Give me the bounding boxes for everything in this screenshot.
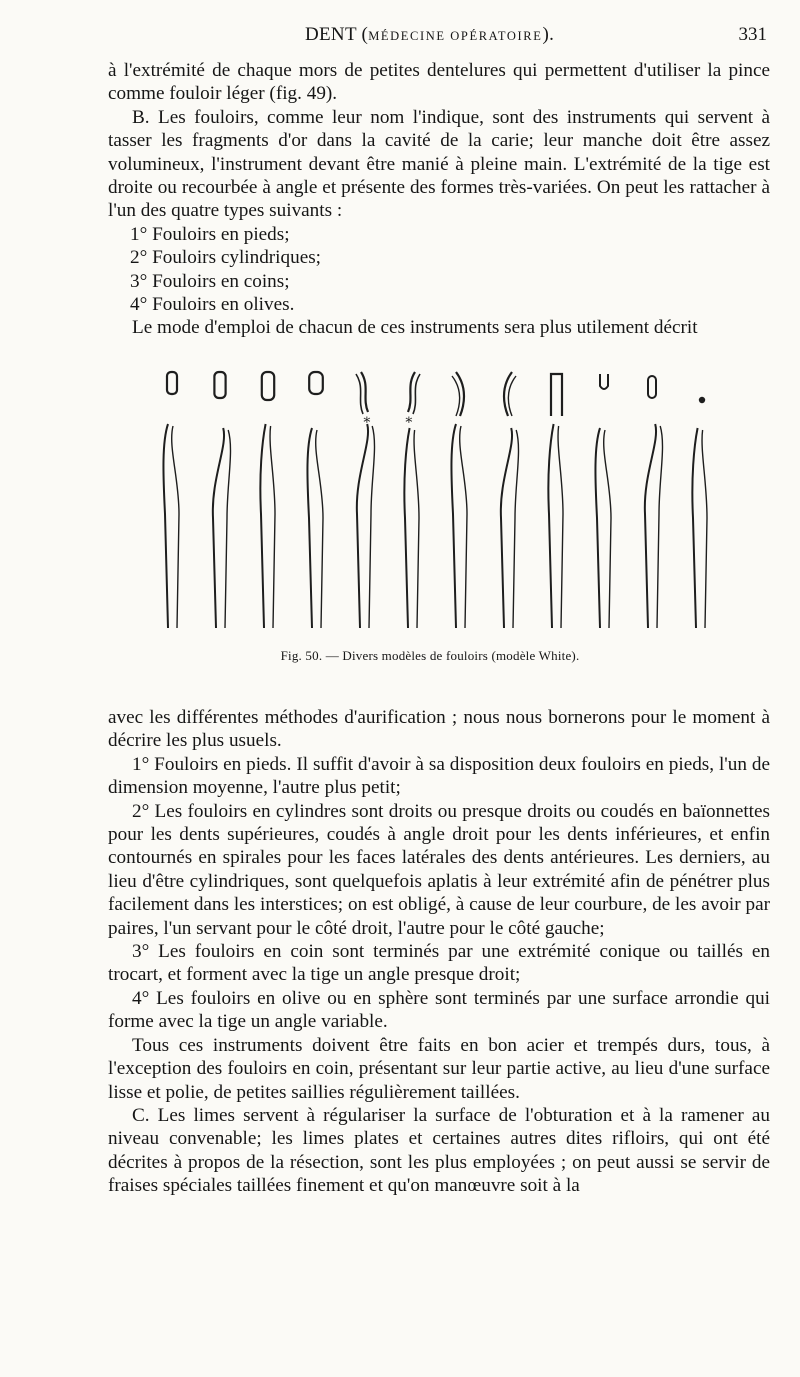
figure-fouloirs	[120, 358, 740, 640]
fouloir-instrument	[307, 372, 323, 628]
fouloir-instrument	[501, 372, 519, 628]
list-item: 1° Fouloirs en pieds;	[130, 223, 290, 245]
list-item: 3° Fouloirs en coins;	[130, 270, 290, 292]
running-title-main: DENT (	[305, 24, 369, 45]
fouloir-instrument	[595, 374, 611, 628]
fouloir-instrument	[260, 372, 275, 628]
figure-caption-text: Fig. 50. — Divers modèles de fouloirs (modèle White).	[280, 648, 580, 663]
fouloir-instrument	[548, 374, 563, 628]
page-number: 331	[738, 24, 767, 45]
paragraph: avec les différentes méthodes d'aurification ; nous nous bornerons pour le moment à décrire les plus usuels.	[108, 707, 770, 752]
paragraph: C. Les limes servent à régulariser la surface de l'obturation et à la ramener au niveau convenable; les limes plates et certaines autres dites rifloirs, qui ont été décrites à propos de la résection, sont les plus employées ; on peut aussi se servir de fraises spéciales taillées finement et qu'on manœuvre soit à la	[108, 1104, 770, 1197]
figure-caption	[0, 648, 800, 664]
paragraph: 4° Les fouloirs en olive ou en sphère sont terminés par une surface arrondie qui forme avec la tige un angle variable.	[108, 987, 770, 1033]
svg-text:∗: ∗	[362, 412, 372, 428]
running-title	[305, 24, 554, 46]
list-item: 4° Fouloirs en olives.	[130, 294, 295, 316]
running-title-end: ).	[542, 24, 555, 45]
text-block-top	[108, 59, 770, 340]
instrument-illustration	[120, 358, 740, 640]
fouloir-instrument	[645, 376, 663, 628]
paragraph: 2° Les fouloirs en cylindres sont droits ou presque droits ou coudés en baïonnettes pour les dents supérieures, coudés à angle droit pour les dents inférieures, et enfin contournés en spirales pour les faces latérales des dents antérieures. Les derniers, au lieu d'être cylindriques, sont quelquefois aplatis à leur extrémité afin de pénétrer plus facilement dans les interstices; on est obligé, à cause de leur courbure, de les avoir par paires, l'un servant pour le côté droit, l'autre pour le côté gauche;	[108, 800, 770, 939]
running-header	[0, 24, 800, 50]
fouloir-instrument	[213, 372, 231, 628]
paragraph: B. Les fouloirs, comme leur nom l'indique, sont des instruments qui servent à tasser les fragments d'or dans la cavité de la carie; leur manche doit être assez volumineux, l'instrument devant être manié à pleine main. L'extrémité de la tige est droite ou recourbée à angle et présente des formes très-variées. On peut les rattacher à l'un des quatre types suivants :	[108, 106, 770, 222]
fouloir-instrument	[404, 372, 420, 628]
paragraph: Tous ces instruments doivent être faits en bon acier et trempés durs, tous, à l'exception des fouloirs en coin, présentant sur leur partie active, au lieu d'une surface lisse et polie, de petites saillies régulièrement taillées.	[108, 1034, 770, 1103]
svg-text:∗: ∗	[404, 412, 414, 428]
fouloir-instrument	[692, 397, 707, 628]
paragraph: Le mode d'emploi de chacun de ces instruments sera plus utilement décrit	[132, 317, 698, 339]
fouloir-instrument	[451, 372, 467, 628]
text-block-bottom	[108, 706, 770, 1198]
list-item: 2° Fouloirs cylindriques;	[130, 247, 322, 269]
paragraph: 1° Fouloirs en pieds. Il suffit d'avoir à sa disposition deux fouloirs en pieds, l'un de dimension moyenne, l'autre plus petit;	[108, 753, 770, 799]
paragraph: à l'extrémité de chaque mors de petites dentelures qui permettent d'utiliser la pince comme fouloir léger (fig. 49).	[108, 60, 770, 105]
running-title-smallcaps: MÉDECINE OPÉRATOIRE	[368, 29, 543, 43]
paragraph: 3° Les fouloirs en coin sont terminés par une extrémité conique ou taillés en trocart, et forment avec la tige un angle presque droit;	[108, 941, 770, 986]
fouloir-instrument	[163, 372, 179, 628]
fouloir-instrument	[356, 372, 374, 628]
